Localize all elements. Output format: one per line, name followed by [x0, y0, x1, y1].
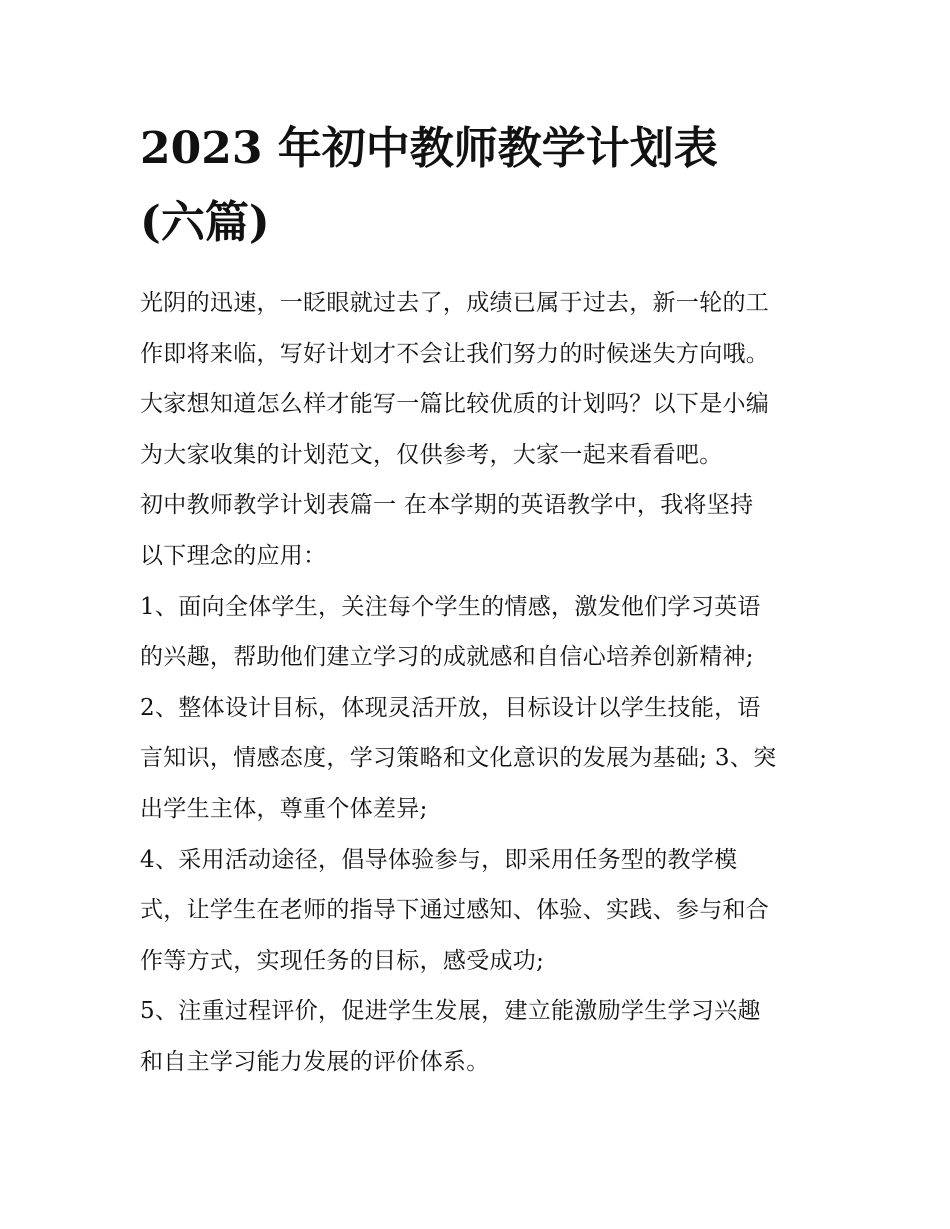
text-line: 为大家收集的计划范文，仅供参考，大家一起来看看吧。: [140, 441, 723, 468]
document-body: [140, 278, 820, 1088]
text-line: 出学生主体，尊重个体差异;: [140, 795, 428, 822]
text-line: 以下理念的应用：: [140, 542, 327, 569]
text-line: 光阴的迅速，一眨眼就过去了，成绩已属于过去，新一轮的工: [140, 290, 770, 316]
text-line: 4、采用活动途径，倡导体验参与，即采用任务型的教学模: [140, 846, 738, 873]
text-line: 5、注重过程评价，促进学生发展，建立能激励学生学习兴趣: [140, 998, 761, 1025]
text-line: 1、面向全体学生，关注每个学生的情感，激发他们学习英语: [140, 593, 761, 620]
text-line: 的兴趣，帮助他们建立学习的成就感和自信心培养创新精神;: [140, 644, 754, 671]
text-line: 作即将来临，写好计划才不会让我们努力的时候迷失方向哦。: [140, 340, 770, 367]
title-line: 2023 年初中教师教学计划表: [140, 123, 718, 174]
title-line: (六篇): [140, 197, 270, 248]
text-line: 式，让学生在老师的指导下通过感知、体验、实践、参与和合: [140, 897, 770, 924]
text-line: 言知识，情感态度，学习策略和文化意识的发展为基础; 3、突: [140, 745, 777, 772]
text-line: 大家想知道怎么样才能写一篇比较优质的计划吗？以下是小编: [140, 391, 770, 418]
text-line: 初中教师教学计划表篇一 在本学期的英语教学中，我将坚持: [140, 492, 754, 519]
document-title: [140, 112, 820, 260]
text-line: 2、整体设计目标，体现灵活开放，目标设计以学生技能，语: [140, 694, 761, 721]
text-line: 作等方式，实现任务的目标，感受成功;: [140, 947, 545, 974]
text-line: 和自主学习能力发展的评价体系。: [140, 1048, 490, 1075]
